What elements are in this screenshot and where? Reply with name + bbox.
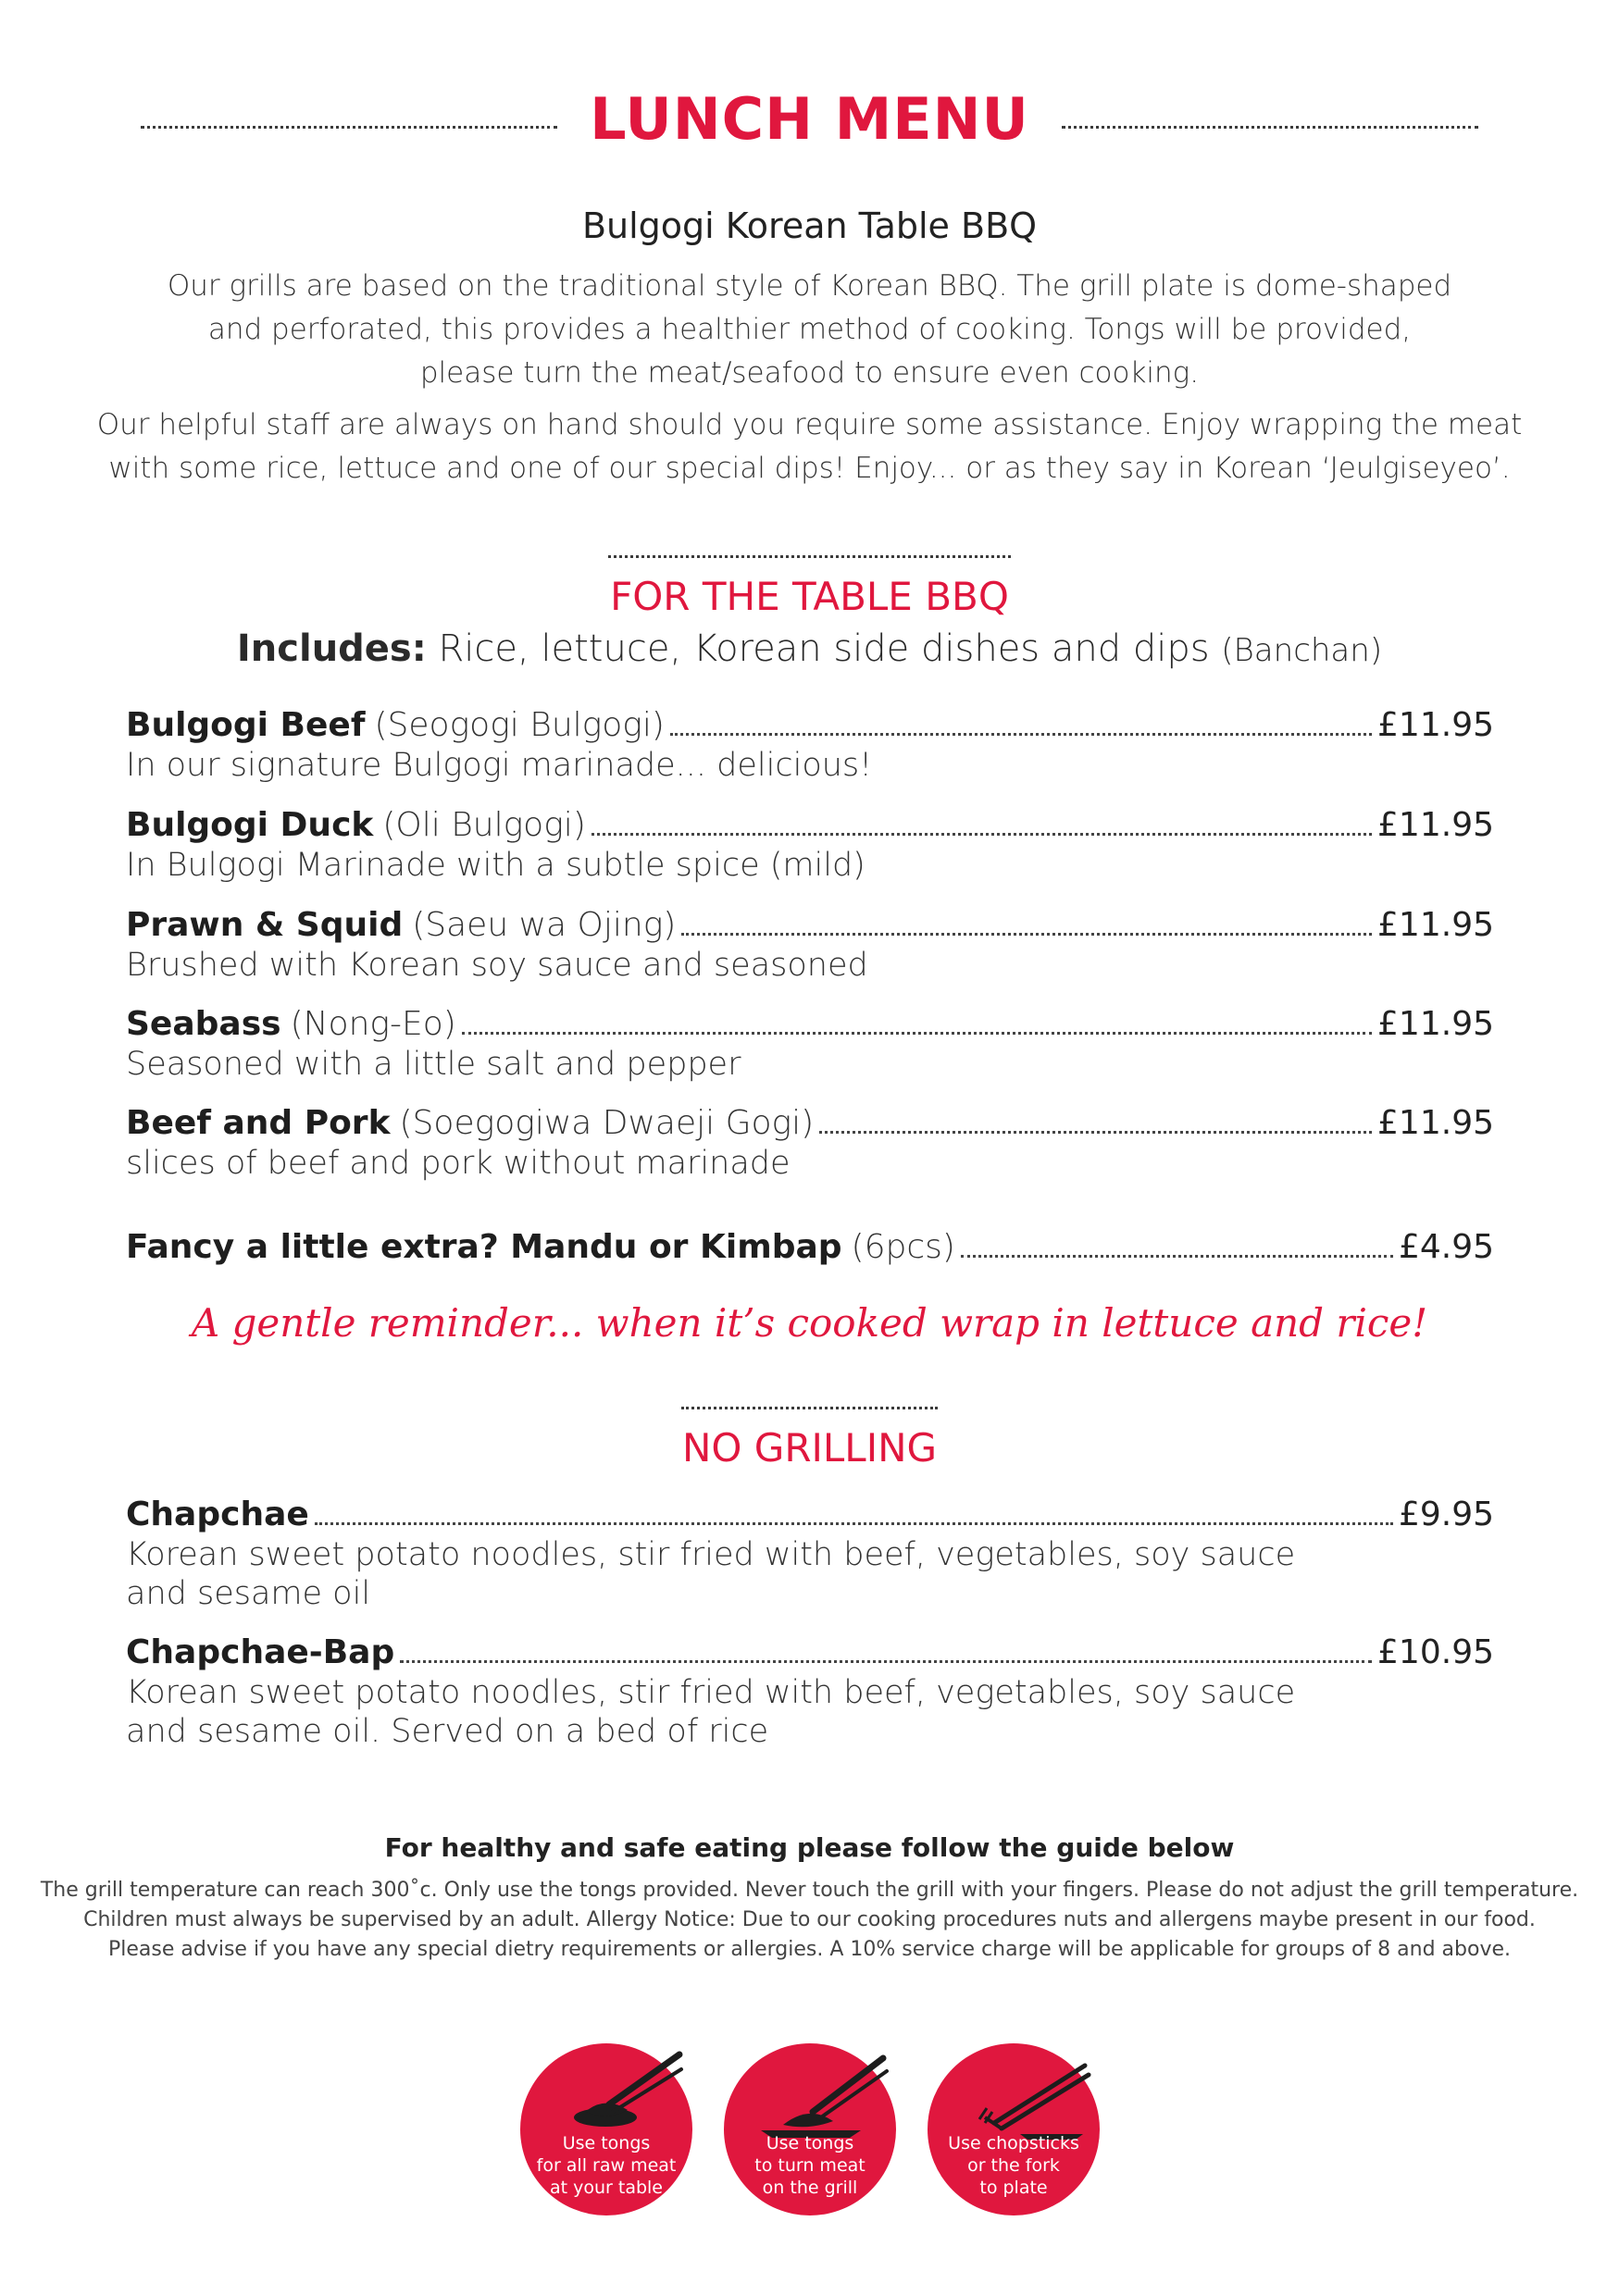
dot-leader: [670, 733, 1372, 736]
intro-line: with some rice, lettuce and one of our special dips! Enjoy... or as they say in Korean ‘Jeulgiseyeo’.: [108, 452, 1511, 485]
item-alt-name: (Oli Bulgogi): [382, 806, 586, 844]
item-price: £4.95: [1398, 1228, 1494, 1266]
reminder-note: A gentle reminder... when it’s cooked wrap in lettuce and rice!: [191, 1300, 1428, 1346]
dot-leader: [819, 1131, 1372, 1134]
section-heading-table-bbq: FOR THE TABLE BBQ: [610, 574, 1009, 619]
tongs-grill-icon: [724, 2016, 896, 2145]
badge-line: for all raw meat: [536, 2155, 677, 2176]
guide-line: Children must always be supervised by an adult. Allergy Notice: Due to our cooking procedures nuts and allergens maybe present in our food.: [83, 1908, 1536, 1931]
item-price: £9.95: [1398, 1496, 1494, 1533]
intro-line: please turn the meat/seafood to ensure even cooking.: [419, 356, 1200, 390]
item-name: Beef and Pork: [126, 1104, 391, 1142]
item-name: Prawn & Squid: [126, 906, 404, 944]
item-name: Bulgogi Duck: [126, 806, 374, 844]
safety-badge-plate: [928, 2043, 1100, 2215]
includes-note: (Banchan): [1221, 632, 1383, 669]
intro-paragraph-2: [0, 403, 1619, 490]
item-alt-name: (6pcs): [851, 1228, 955, 1266]
restaurant-subtitle: Bulgogi Korean Table BBQ: [581, 205, 1038, 246]
guide-line: Please advise if you have any special dietry requirements or allergies. A 10% service charge will be applicable for groups of 8 and above.: [107, 1938, 1511, 1961]
item-price: £11.95: [1377, 806, 1494, 844]
item-description: Seasoned with a little salt and pepper: [126, 1046, 741, 1083]
item-description: slices of beef and pork without marinade: [126, 1145, 791, 1182]
dot-leader: [462, 1032, 1372, 1035]
dot-leader: [592, 833, 1372, 836]
item-description: Korean sweet potato noodles, stir fried with beef, vegetables, soy sauce: [126, 1674, 1296, 1711]
item-description: Brushed with Korean soy sauce and seasoned: [126, 947, 868, 984]
item-description: In Bulgogi Marinade with a subtle spice (mild): [126, 847, 866, 884]
dot-leader: [400, 1660, 1372, 1663]
dot-leader: [315, 1522, 1393, 1525]
item-alt-name: (Seogogi Bulgogi): [374, 706, 665, 744]
menu-item: [126, 805, 1494, 885]
item-name: Bulgogi Beef: [126, 706, 366, 744]
item-name: Fancy a little extra? Mandu or Kimbap: [126, 1228, 842, 1266]
item-price: £10.95: [1377, 1633, 1494, 1671]
item-name: Chapchae-Bap: [126, 1633, 395, 1671]
badge-line: or the fork: [967, 2155, 1060, 2176]
menu-item: [126, 1103, 1494, 1183]
item-alt-name: (Soegogiwa Dwaeji Gogi): [399, 1104, 815, 1142]
menu-item: [126, 1495, 1494, 1613]
menu-item: [126, 1004, 1494, 1084]
item-description: In our signature Bulgogi marinade... delicious!: [126, 747, 873, 784]
includes-label: Includes:: [236, 627, 427, 670]
page-title: LUNCH MENU: [590, 85, 1029, 153]
item-description: and sesame oil: [126, 1575, 371, 1612]
safety-badge-turn-meat: [724, 2043, 896, 2215]
section-heading-no-grilling: NO GRILLING: [681, 1425, 938, 1471]
item-alt-name: (Saeu wa Ojing): [412, 906, 677, 944]
badge-line: Use tongs: [766, 2133, 854, 2153]
badge-line: to turn meat: [754, 2155, 866, 2176]
item-description: Korean sweet potato noodles, stir fried with beef, vegetables, soy sauce: [126, 1536, 1296, 1573]
item-price: £11.95: [1377, 1104, 1494, 1142]
chopsticks-fork-icon: [928, 2016, 1100, 2145]
menu-item: [126, 1632, 1494, 1751]
badge-line: Use tongs: [562, 2133, 651, 2153]
safety-badge-raw-meat: [520, 2043, 692, 2215]
badge-line: to plate: [979, 2178, 1048, 2198]
includes-text: Rice, lettuce, Korean side dishes and dips: [438, 627, 1210, 670]
item-name: Chapchae: [126, 1496, 309, 1533]
intro-line: Our helpful staff are always on hand should you require some assistance. Enjoy wrapping the meat: [96, 408, 1523, 441]
includes-line: [0, 627, 1619, 670]
tongs-raw-meat-icon: [520, 2016, 692, 2145]
item-price: £11.95: [1377, 1005, 1494, 1043]
menu-item-extra: [126, 1227, 1494, 1268]
item-description: and sesame oil. Served on a bed of rice: [126, 1713, 769, 1750]
guide-text: [0, 1876, 1619, 1965]
dot-leader: [961, 1255, 1393, 1258]
menu-item: [126, 905, 1494, 985]
badge-line: on the grill: [762, 2178, 858, 2198]
intro-paragraph-1: [0, 265, 1619, 395]
section-rule: [681, 1407, 938, 1409]
guide-line: The grill temperature can reach 300˚c. Only use the tongs provided. Never touch the grill with your fingers. Please do not adjust the grill temperature.: [40, 1879, 1579, 1902]
item-name: Seabass: [126, 1005, 281, 1043]
badge-line: Use chopsticks: [948, 2133, 1079, 2153]
item-price: £11.95: [1377, 706, 1494, 744]
menu-item: [126, 705, 1494, 785]
dot-leader: [681, 933, 1372, 936]
intro-line: Our grills are based on the traditional style of Korean BBQ. The grill plate is dome-shaped: [167, 269, 1452, 303]
badge-line: at your table: [549, 2178, 663, 2198]
item-alt-name: (Nong-Eo): [290, 1005, 456, 1043]
intro-line: and perforated, this provides a healthier method of cooking. Tongs will be provided,: [207, 313, 1412, 346]
item-price: £11.95: [1377, 906, 1494, 944]
section-rule: [608, 555, 1011, 558]
guide-heading: For healthy and safe eating please follow the guide below: [384, 1832, 1235, 1863]
